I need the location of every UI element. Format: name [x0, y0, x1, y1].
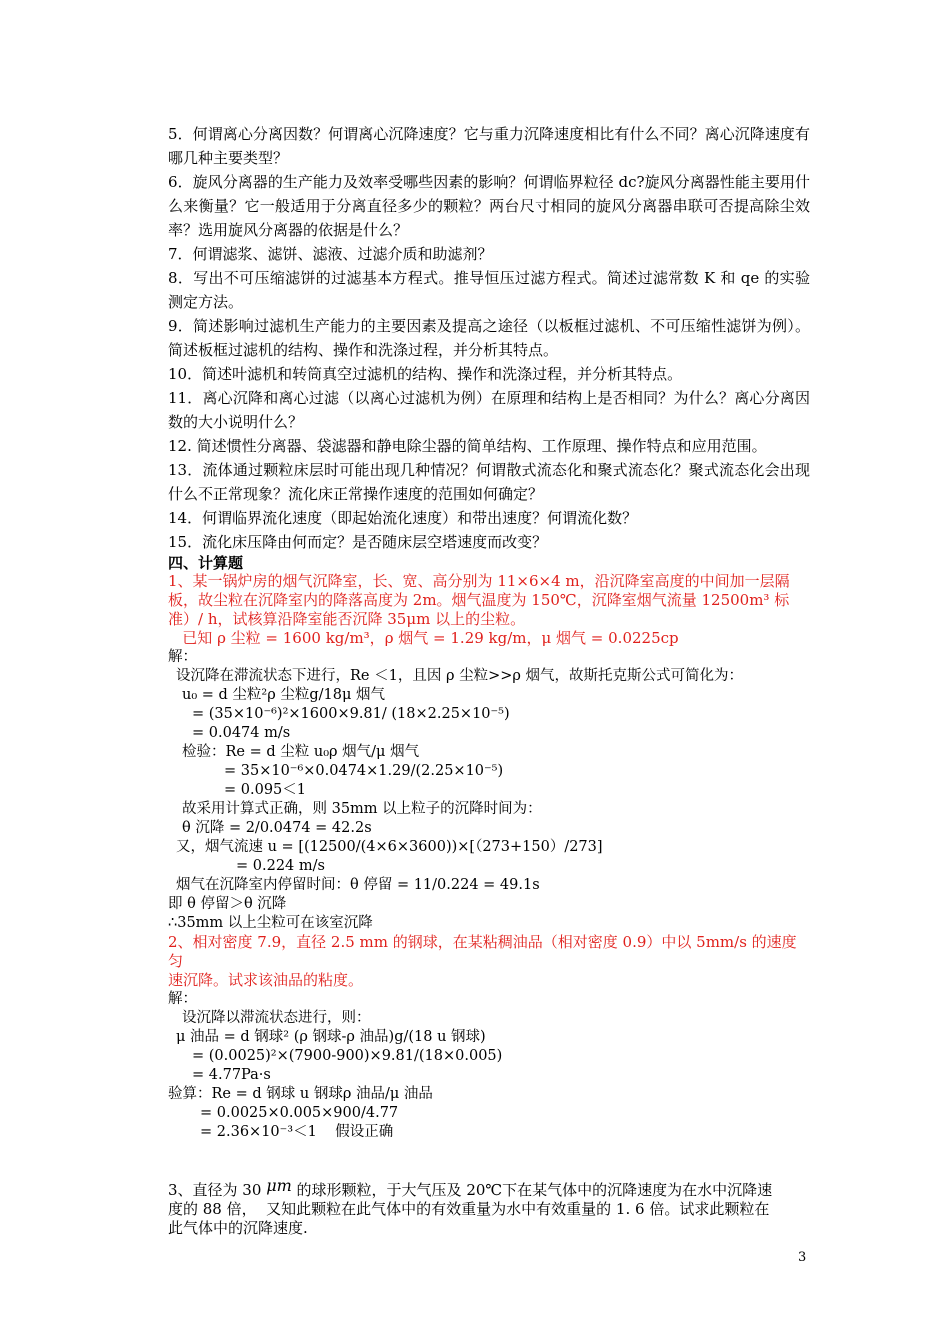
problem-line — [168, 1176, 810, 1200]
problem-line: 此气体中的沉降速度. — [168, 1219, 308, 1237]
problem-text: 3、直径为 30 — [168, 1181, 262, 1199]
spacer — [168, 1161, 810, 1180]
problem-1-solution — [168, 648, 810, 933]
solution-line: = (0.0025)²×(7900-900)×9.81/(18×0.005) — [192, 1048, 503, 1064]
question-item: 6．旋风分离器的生产能力及效率受哪些因素的影响？何谓临界粒径 dc?旋风分离器性能主要用什么来衡量？它一般适用于分离直径多少的颗粒？两台尺寸相同的旋风分离器串联可否提高除尘效率？选用旋风分离器的依据是什么？ — [168, 173, 810, 239]
solution-line: 验算：Re = d 钢球 u 钢球ρ 油品/μ 油品 — [168, 1086, 433, 1102]
problem-text: 的球形颗粒，于大气压及 20℃下在某气体中的沉降速度为在水中沉降速 — [296, 1181, 773, 1199]
problem-line: 2、相对密度 7.9，直径 2.5 mm 的钢球，在某粘稠油品（相对密度 0.9）中以 5mm/s 的速度匀 — [168, 933, 797, 970]
solution-line: 又，烟气流速 u = [(12500/(4×6×3600))×[（273+150）/273] — [176, 839, 603, 855]
solution-line: 即 θ 停留＞θ 沉降 — [168, 896, 287, 912]
problem-line: 准）/ h，试核算沿降室能否沉降 35μm 以上的尘粒。 — [168, 610, 526, 628]
section-title: 四、计算题 — [168, 554, 244, 572]
solution-line: θ 沉降 = 2/0.0474 = 42.2s — [182, 820, 372, 836]
problem-line: 1、某一锅炉房的烟气沉降室，长、宽、高分别为 11×6×4 m，沿沉降室高度的中间加一层隔 — [168, 572, 790, 590]
question-item: 14．何谓临界流化速度（即起始流化速度）和带出速度？何谓流化数？ — [168, 509, 638, 527]
solution-line: = 0.224 m/s — [236, 858, 325, 874]
solution-line: = 2.36×10⁻³＜1 假设正确 — [200, 1124, 394, 1140]
solution-line: ∴35mm 以上尘粒可在该室沉降 — [168, 915, 373, 931]
problem-2-solution — [168, 990, 810, 1142]
question-item: 8．写出不可压缩滤饼的过滤基本方程式。推导恒压过滤方程式。简述过滤常数 K 和 qe 的实验测定方法。 — [168, 269, 810, 311]
solution-line: = 4.77Pa·s — [192, 1067, 271, 1083]
problem-line: 已知 ρ 尘粒 = 1600 kg/m³，ρ 烟气 = 1.29 kg/m，μ 烟气 = 0.0225cp — [168, 629, 679, 647]
solution-line: = 0.095＜1 — [224, 782, 306, 798]
question-item: 5．何谓离心分离因数？何谓离心沉降速度？它与重力沉降速度相比有什么不同？离心沉降速度有哪几种主要类型？ — [168, 125, 810, 167]
unit-symbol: μm — [266, 1176, 292, 1195]
solution-line: 故采用计算式正确，则 35mm 以上粒子的沉降时间为： — [182, 801, 542, 817]
solution-line: = 35×10⁻⁶×0.0474×1.29/(2.25×10⁻⁵) — [224, 763, 504, 779]
question-item: 11．离心沉降和离心过滤（以离心过滤机为例）在原理和结构上是否相同？为什么？离心分离因数的大小说明什么？ — [168, 389, 810, 431]
solution-line: 检验：Re = d 尘粒 u₀ρ 烟气/μ 烟气 — [182, 744, 420, 760]
question-list — [168, 122, 810, 554]
solution-line: 设沉降以滞流状态进行，则： — [182, 1010, 371, 1026]
question-item: 12. 简述惯性分离器、袋滤器和静电除尘器的简单结构、工作原理、操作特点和应用范围。 — [168, 437, 767, 455]
solution-line: μ 油品 = d 钢球² (ρ 钢球-ρ 油品)g/(18 u 钢球) — [176, 1029, 486, 1045]
solution-line: = (35×10⁻⁶)²×1600×9.81/ (18×2.25×10⁻⁵) — [192, 706, 510, 722]
question-item: 15．流化床压降由何而定？是否随床层空塔速度而改变？ — [168, 533, 548, 551]
solution-line: 烟气在沉降室内停留时间：θ 停留 = 11/0.224 = 49.1s — [176, 877, 540, 893]
solution-line: 设沉降在滞流状态下进行，Re ＜1，且因 ρ 尘粒>>ρ 烟气，故斯托克斯公式可简化为： — [176, 668, 744, 684]
problem-line: 板，故尘粒在沉降室内的降落高度为 2m。烟气温度为 150℃，沉降室烟气流量 12500m³ 标 — [168, 591, 790, 609]
problem-line: 度的 88 倍， 又知此颗粒在此气体中的有效重量为水中有效重量的 1. 6 倍。试求此颗粒在 — [168, 1200, 770, 1218]
solution-line: 解： — [168, 991, 197, 1007]
question-item: 9．简述影响过滤机生产能力的主要因素及提高之途径（以板框过滤机、不可压缩性滤饼为例）。简述板框过滤机的结构、操作和洗涤过程，并分析其特点。 — [168, 317, 810, 359]
problem-2-statement — [168, 933, 810, 990]
question-item: 13．流体通过颗粒床层时可能出现几种情况？何谓散式流态化和聚式流态化？聚式流态化会出现什么不正常现象？流化床正常操作速度的范围如何确定？ — [168, 461, 810, 503]
page-number: 3 — [798, 1250, 807, 1265]
question-item: 10．简述叶滤机和转筒真空过滤机的结构、操作和洗涤过程，并分析其特点。 — [168, 365, 683, 383]
page-content — [168, 122, 810, 1238]
spacer — [168, 1142, 810, 1161]
problem-line: 速沉降。试求该油品的粘度。 — [168, 971, 364, 989]
problem-3-statement — [168, 1176, 810, 1238]
solution-line: 解： — [168, 649, 197, 665]
solution-line: = 0.0025×0.005×900/4.77 — [200, 1105, 399, 1121]
question-item: 7．何谓滤浆、滤饼、滤液、过滤介质和助滤剂？ — [168, 245, 493, 263]
problem-1-statement — [168, 572, 810, 648]
solution-line: u₀ = d 尘粒²ρ 尘粒g/18μ 烟气 — [182, 687, 386, 703]
solution-line: = 0.0474 m/s — [192, 725, 291, 741]
